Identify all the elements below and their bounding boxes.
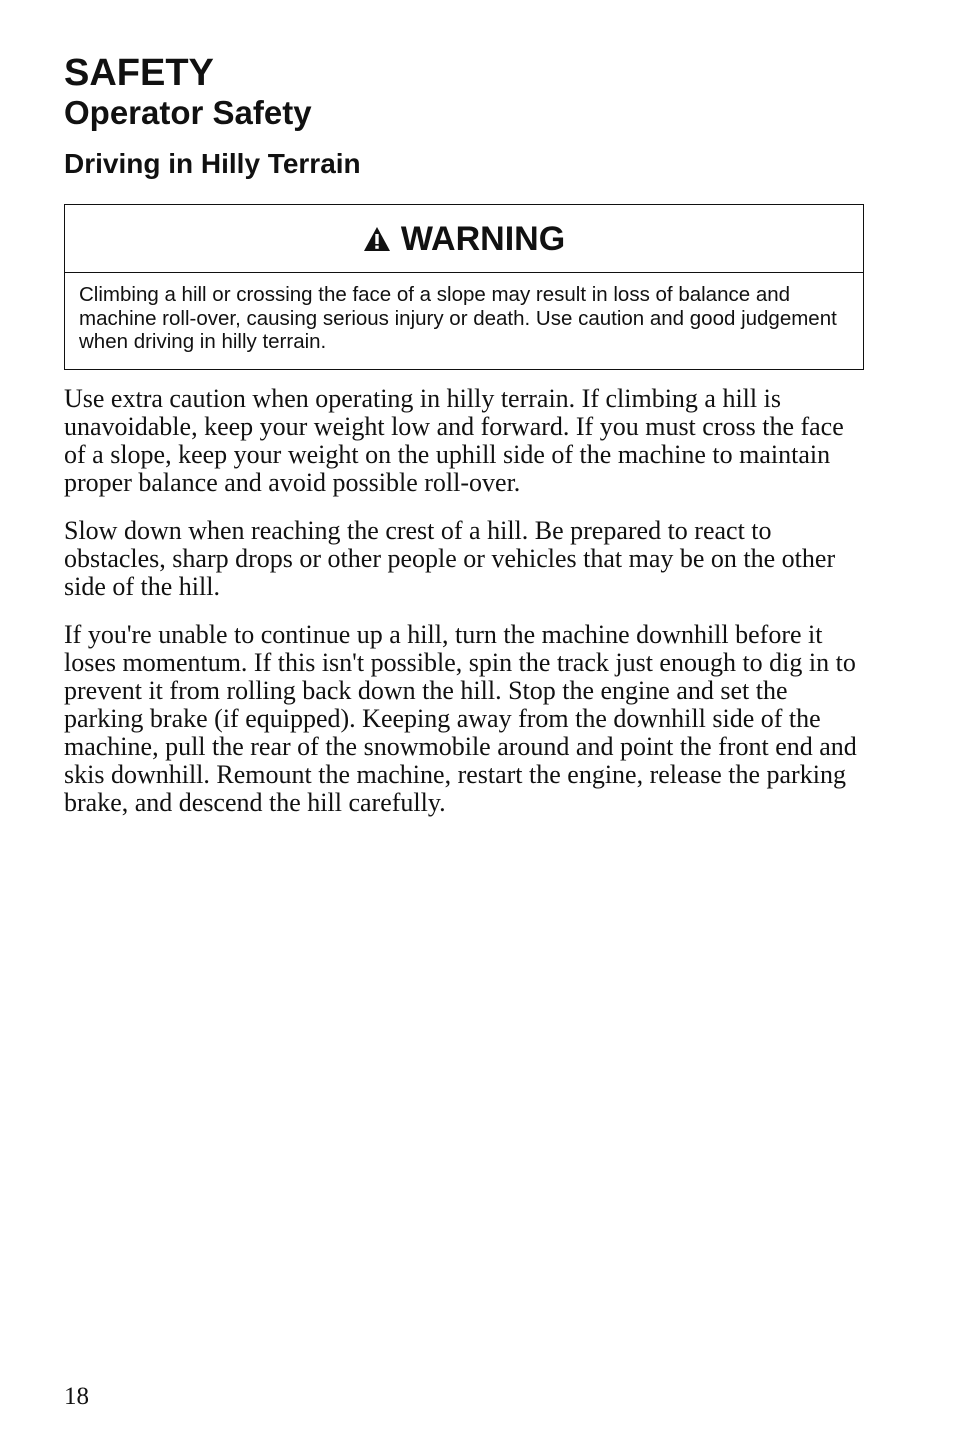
- topic-title: Driving in Hilly Terrain: [64, 148, 361, 179]
- warning-text: Climbing a hill or crossing the face of a slope may result in loss of balance and machine roll-over, causing serious injury or death. Use caution and good judgement when driving in hilly terrain.: [79, 283, 837, 353]
- paragraph: Use extra caution when operating in hilly terrain. If climbing a hill is unavoidable, keep your weight low and forward. If you must cross the face of a slope, keep your weight on the uphill side of the machine to maintain proper balance and avoid possible roll-over.: [64, 383, 844, 497]
- manual-page: [64, 52, 864, 817]
- page-number: 18: [64, 1383, 89, 1410]
- paragraph: If you're unable to continue up a hill, turn the machine downhill before it loses momentum. If this isn't possible, spin the track just enough to dig in to prevent it from rolling back down the hill. Stop the engine and set the parking brake (if equipped). Keeping away from the downhill side of the machine, pull the rear of the snowmobile around and point the front end and skis downhill. Remount the machine, restart the engine, release the parking brake, and descend the hill carefully.: [64, 619, 857, 817]
- warning-header: [65, 205, 863, 273]
- paragraph: Slow down when reaching the crest of a hill. Be prepared to react to obstacles, sharp drops or other people or vehicles that may be on the other side of the hill.: [64, 515, 836, 601]
- warning-triangle-icon: [363, 226, 391, 252]
- warning-label: WARNING: [400, 219, 566, 258]
- section-title: SAFETY: [64, 52, 214, 94]
- body-text: [64, 385, 864, 817]
- warning-box: [64, 204, 864, 370]
- subsection-title: Operator Safety: [64, 94, 312, 131]
